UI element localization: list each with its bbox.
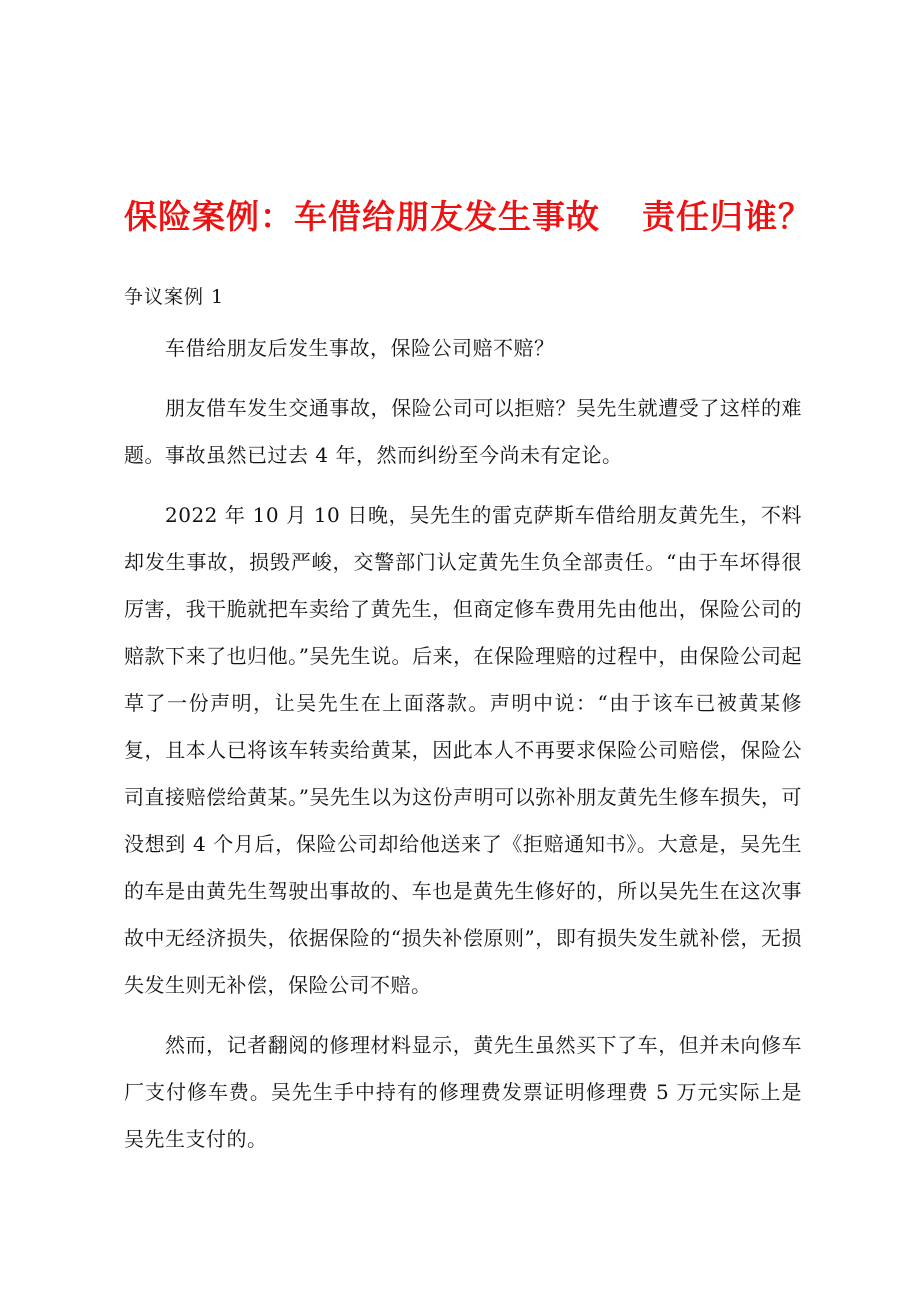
- section-label: 争议案例 1: [124, 286, 225, 308]
- title-question: 责任归谁？: [642, 197, 812, 236]
- document-title: [124, 190, 824, 244]
- paragraph-lead-question: 车借给朋友后发生事故，保险公司赔不赔？: [165, 336, 555, 360]
- paragraph-case-details: 2022 年 10 月 10 日晚，吴先生的雷克萨斯车借给朋友黄先生，不料却发生事故，损毁严峻，交警部门认定黄先生负全部责任。“由于车坏得很厉害，我干脆就把车卖给了黄先生，但商定修车费用先由他出，保险公司的赔款下来了也归他。”吴先生说。后来，在保险理赔的过程中，由保险公司起草了一份声明，让吴先生在上面落款。声明中说：“由于该车已被黄某修复，且本人已将该车转卖给黄某，因此本人不再要求保险公司赔偿，保险公司直接赔偿给黄某。”吴先生以为这份声明可以弥补朋友黄先生修车损失，可没想到 4 个月后，保险公司却给他送来了《拒赔通知书》。大意是，吴先生的车是由黄先生驾驶出事故的、车也是黄先生修好的，所以吴先生在这次事故中无经济损失，依据保险的“损失补偿原则”，即有损失发生就补偿，无损失发生则无补偿，保险公司不赔。: [124, 503, 802, 997]
- article-body: [124, 325, 802, 1176]
- paragraph-repair-records: 然而，记者翻阅的修理材料显示，黄先生虽然买下了车，但并未向修车厂支付修车费。吴先生手中持有的修理费发票证明修理费 5 万元实际上是吴先生支付的。: [124, 1033, 802, 1151]
- title-main: 保险案例：车借给朋友发生事故: [124, 197, 600, 236]
- paragraph-intro: 朋友借车发生交通事故，保险公司可以拒赔？吴先生就遭受了这样的难题。事故虽然已过去 4 年，然而纠纷至今尚未有定论。: [124, 396, 802, 467]
